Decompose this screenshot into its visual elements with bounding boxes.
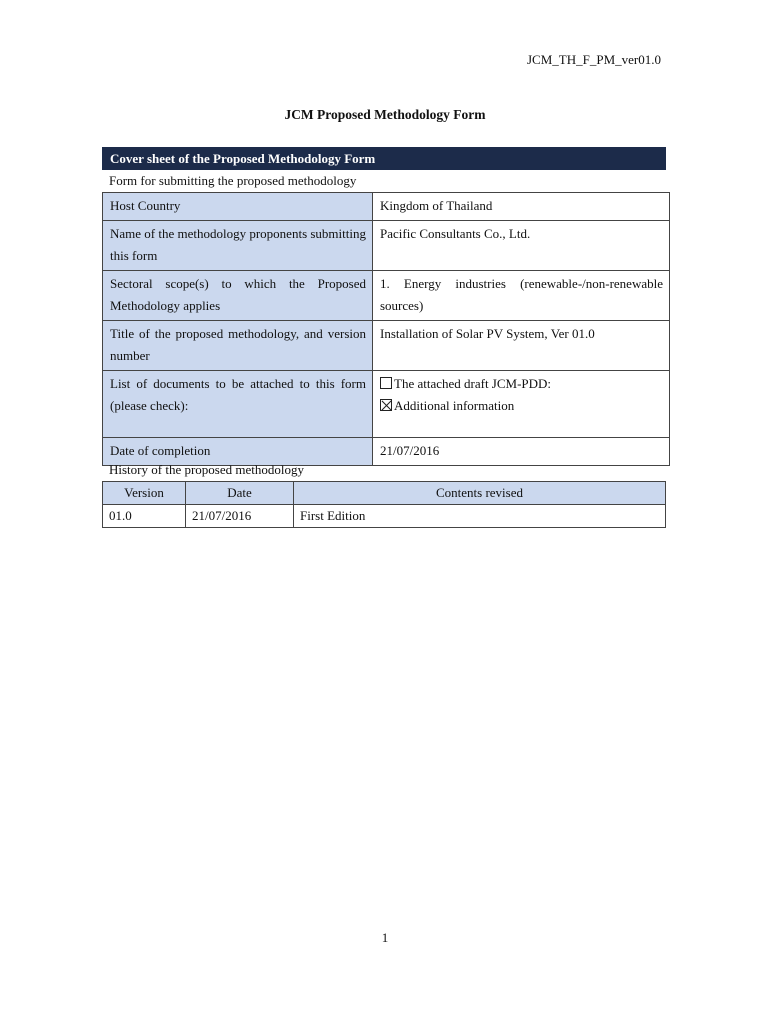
- methodology-title-value: Installation of Solar PV System, Ver 01.0: [373, 321, 670, 371]
- cover-sheet-banner: Cover sheet of the Proposed Methodology Form: [102, 147, 666, 170]
- table-row: [103, 371, 670, 438]
- attachment-label: The attached draft JCM-PDD:: [394, 376, 552, 391]
- history-date-cell: 21/07/2016: [186, 505, 294, 528]
- history-table: [102, 481, 666, 528]
- table-row: [103, 271, 670, 321]
- history-contents-cell: First Edition: [294, 505, 666, 528]
- sectoral-scope-label: Sectoral scope(s) to which the Proposed Methodology applies: [103, 271, 373, 321]
- column-header-version: Version: [103, 482, 186, 505]
- form-title: JCM Proposed Methodology Form: [284, 107, 486, 122]
- documents-list-value: [373, 371, 670, 438]
- attachment-draft-pdd[interactable]: [380, 373, 663, 395]
- table-row: [103, 193, 670, 221]
- page-number: 1: [381, 930, 389, 945]
- sectoral-scope-value: 1. Energy industries (renewable-/non-renewable sources): [373, 271, 670, 321]
- history-version-cell: 01.0: [103, 505, 186, 528]
- proponents-value: Pacific Consultants Co., Ltd.: [373, 221, 670, 271]
- table-row: [103, 505, 666, 528]
- checkbox-checked-icon[interactable]: [380, 399, 392, 411]
- date-of-completion-value: 21/07/2016: [373, 438, 670, 466]
- attachment-label: Additional information: [394, 398, 515, 413]
- methodology-title-label: Title of the proposed methodology, and version number: [103, 321, 373, 371]
- cover-sheet-table: [102, 192, 670, 466]
- history-title: History of the proposed methodology: [109, 462, 304, 477]
- checkbox-unchecked-icon[interactable]: [380, 377, 392, 389]
- documents-list-label: List of documents to be attached to this form (please check):: [103, 371, 373, 438]
- table-row: [103, 321, 670, 371]
- host-country-value: Kingdom of Thailand: [373, 193, 670, 221]
- date-of-completion-label: Date of completion: [103, 438, 373, 466]
- table-row: [103, 221, 670, 271]
- host-country-label: Host Country: [103, 193, 373, 221]
- proponents-label: Name of the methodology proponents submitting this form: [103, 221, 373, 271]
- form-subtitle: Form for submitting the proposed methodology: [109, 173, 357, 188]
- column-header-contents: Contents revised: [294, 482, 666, 505]
- document-id: JCM_TH_F_PM_ver01.0: [527, 52, 661, 67]
- attachment-additional-info[interactable]: [380, 395, 663, 417]
- table-header-row: [103, 482, 666, 505]
- column-header-date: Date: [186, 482, 294, 505]
